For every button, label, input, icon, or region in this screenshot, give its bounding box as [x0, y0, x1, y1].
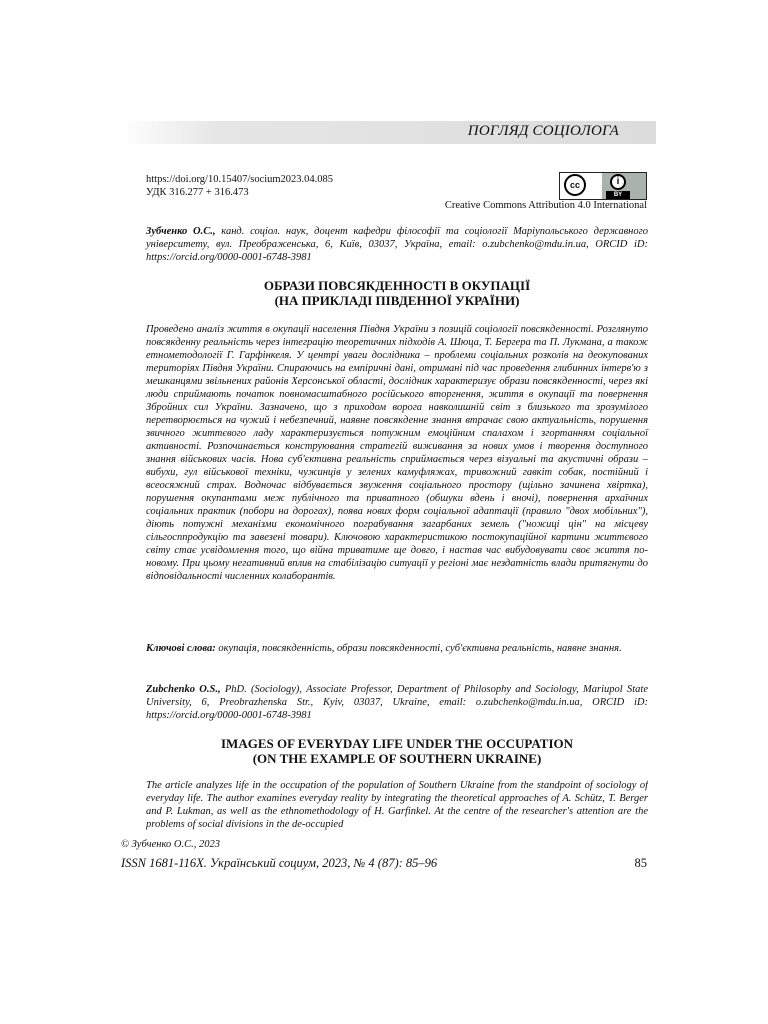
author-details-ua: канд. соціол. наук, доцент кафедри філософії та соціології Маріупольського державного університету, вул. Преображенська, 6, Київ, 03037, Україна, email: o.zubchenko@mdu.in.ua, ORCID iD: https://orcid.org/0000-0001-6748-3981 [146, 226, 648, 263]
author-name-ua: Зубченко О.С., [146, 226, 216, 237]
article-title-ua [146, 278, 648, 308]
abstract-ua: Проведено аналіз життя в окупації населення Півдня України з позицій соціології повсякденності. Розглянуто повсякденну реальність через інтеграцію теоретичних підходів А. Шюца, Т. Бергера та П. Лукмана, а також етнометодології Г. Гарфінкеля. У центрі уваги дослідника – проблеми соціальних розколів на деокупованих територіях Півдня України. Спираючись на емпіричні дані, отримані під час проведення глибинних інтерв'ю з мешканцями звільнених районів Херсонської області, дослідник характеризує образи повсякденності, через які люди сприймають початок повномасштабного російського вторгнення, життя в окупації та повернення Збройних сил України. Зазначено, що з приходом ворога навколишній світ з близького та зрозумілого перетворюється на чужий і небезпечний, наявне повсякденне знання втрачає свою актуальність, порушення звичного життєвого ладу характеризується потужним емоційним спалахом і згортанням соціальної активності. Розпочинається конструювання стратегій виживання за нових умов і творення доступного знання військових часів. Нова суб'єктивна реальність сприймається через візуальні та акустичні образи – вибухи, гул військової техніки, чужинців у зелених камуфляжах, тривожний гавкіт собак, постійний і всеосяжний страх. Водночас відбувається звуження соціального простору (щільно зачинена хвіртка), порушення окупантами меж публічного та приватного (обшуки вдень і вночі), повернення архаїчних соціальних практик (побори на дорогах), поява нових форм соціальної адаптації (правило "двох мобільних"), діють потужні механізми економічного пограбування загарбаних земель ("ножиці цін" на місцеву сільгосппродукцію та завезені товари). Ключовою характеристикою постокупаційної картини життєвого світу стає усвідомлення того, що війна триватиме ще довго, і настав час вибудовувати своє життя по-новому. При цьому негативний вплив на стабілізацію ситуації у регіоні має нездатність влади притягнути до відповідальності численних колаборантів. [146, 324, 648, 582]
cc-by-icon[interactable] [559, 172, 647, 200]
person-icon: i [610, 174, 626, 190]
author-details-en: PhD. (Sociology), Associate Professor, Department of Philosophy and Sociology, Mariupol State University, 6, Preobrazhenska Str., Kyiv, 03037, Ukraine, email: o.zubchenko@mdu.in.ua, ORCID iD: https://orcid.org/0000-0001-6748-3981 [146, 684, 648, 721]
page-number: 85 [634, 856, 647, 870]
cc-icon: cc [564, 174, 586, 196]
title-ua-line2: (НА ПРИКЛАДІ ПІВДЕННОЇ УКРАЇНИ) [274, 293, 520, 308]
title-en-line2: (ON THE EXAMPLE OF SOUTHERN UKRAINE) [252, 751, 542, 766]
journal-issn: ISSN 1681-116X. Український социум, 2023, № 4 (87): 85–96 [121, 856, 438, 870]
section-title: ПОГЛЯД СОЦІОЛОГА [467, 123, 619, 139]
title-en-line1: IMAGES OF EVERYDAY LIFE UNDER THE OCCUPATION [220, 736, 574, 751]
author-name-en: Zubchenko O.S., [146, 684, 221, 695]
abstract-en: The article analyzes life in the occupation of the population of Southern Ukraine from the standpoint of sociology of everyday life. The author examines everyday reality by integrating the theoretical approaches of A. Schütz, T. Berger and P. Lukman, as well as the ethnomethodology of H. Garfinkel. At the centre of the researcher's attention are the problems of social divisions in the de-occupied [146, 780, 648, 830]
license-text: Creative Commons Attribution 4.0 International [444, 200, 647, 211]
keywords-ua [146, 642, 648, 655]
keywords-label: Ключові слова: [146, 643, 216, 654]
author-info-ua [146, 225, 648, 264]
copyright: © Зубченко О.С., 2023 [121, 839, 220, 850]
doi-link[interactable]: https://doi.org/10.15407/socium2023.04.085 [146, 174, 334, 185]
author-info-en [146, 683, 648, 722]
article-meta [146, 173, 333, 199]
title-ua-line1: ОБРАЗИ ПОВСЯКДЕННОСТІ В ОКУПАЦІЇ [263, 278, 531, 293]
keywords-text: окупація, повсякденність, образи повсякденності, суб'єктивна реальність, наявне знання. [215, 643, 622, 654]
udc-code: УДК 316.277 + 316.473 [146, 187, 249, 198]
by-label: BY [606, 191, 630, 199]
article-title-en [146, 736, 648, 766]
